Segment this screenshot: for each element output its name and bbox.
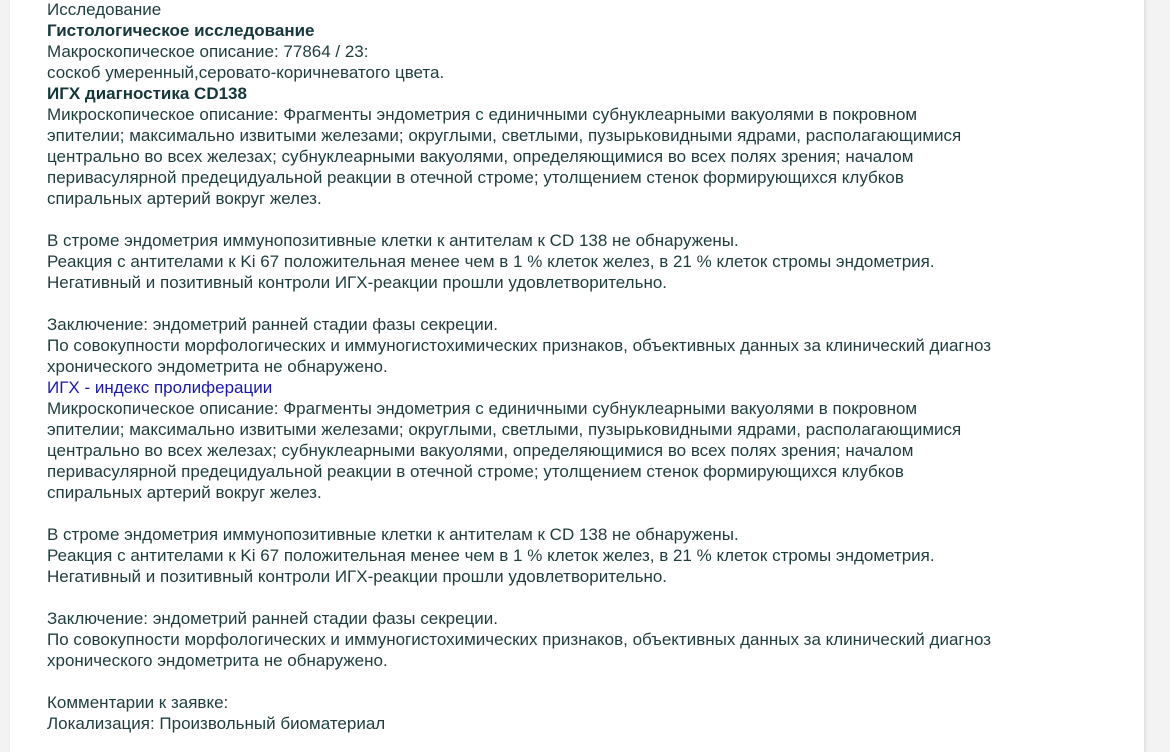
report-sheet: [10, 0, 1145, 752]
ihc-prolif-conclusion: [47, 608, 1134, 671]
macro-description-detail: соскоб умеренный,серовато-коричневатого цвета.: [47, 63, 445, 82]
conclusion-line: По совокупности морфологических и иммуногистохимических признаков, объективных данных за клинический диагноз: [47, 336, 992, 355]
histology-title: Гистологическое исследование: [47, 21, 315, 40]
localization-line: Локализация: Произвольный биоматериал: [47, 714, 386, 733]
micro-line: Микроскопическое описание: Фрагменты эндометрия с единичными субнуклеарными вакуолями в покровном: [47, 105, 918, 124]
conclusion-line: По совокупности морфологических и иммуногистохимических признаков, объективных данных за клинический диагноз: [47, 630, 992, 649]
micro-line: перивасулярной предецидуальной реакции в отечной строме; утолщением стенок формирующихся клубков: [47, 168, 904, 187]
ihc-prolif-micro: [47, 398, 1134, 503]
micro-line: эпителии; максимально извитыми железами; округлыми, светлыми, пузырьковидными ядрами, располагающимися: [47, 420, 962, 439]
ihc-prolif-title: ИГХ - индекс пролиферации: [47, 378, 273, 397]
comments-label: Комментарии к заявке:: [47, 693, 229, 712]
macro-description: Макроскопическое описание: 77864 / 23:: [47, 42, 369, 61]
ihc-cd138-results: [47, 230, 1134, 293]
micro-line: эпителии; максимально извитыми железами; округлыми, светлыми, пузырьковидными ядрами, располагающимися: [47, 126, 962, 145]
conclusion-line: хронического эндометрита не обнаружено.: [47, 357, 388, 376]
result-line: В строме эндометрия иммунопозитивные клетки к антителам к CD 138 не обнаружены.: [47, 525, 739, 544]
result-line: Негативный и позитивный контроли ИГХ-реакции прошли удовлетворительно.: [47, 273, 668, 292]
result-line: Реакция с антителами к Ki 67 положительная менее чем в 1 % клеток желез, в 21 % клеток стромы эндометрия.: [47, 252, 935, 271]
micro-line: спиральных артерий вокруг желез.: [47, 483, 322, 502]
result-line: Реакция с антителами к Ki 67 положительная менее чем в 1 % клеток желез, в 21 % клеток стромы эндометрия.: [47, 546, 935, 565]
conclusion-line: Заключение: эндометрий ранней стадии фазы секреции.: [47, 609, 498, 628]
ihc-prolif-results: [47, 524, 1134, 587]
micro-line: центрально во всех железах; субнуклеарными вакуолями, определяющимися во всех полях зрения; началом: [47, 147, 914, 166]
report-content: [47, 0, 1134, 734]
conclusion-line: Заключение: эндометрий ранней стадии фазы секреции.: [47, 315, 498, 334]
ihc-cd138-micro: [47, 104, 1134, 209]
micro-line: перивасулярной предецидуальной реакции в отечной строме; утолщением стенок формирующихся клубков: [47, 462, 904, 481]
ihc-cd138-conclusion: [47, 314, 1134, 377]
micro-line: Микроскопическое описание: Фрагменты эндометрия с единичными субнуклеарными вакуолями в покровном: [47, 399, 918, 418]
result-line: Негативный и позитивный контроли ИГХ-реакции прошли удовлетворительно.: [47, 567, 668, 586]
ihc-cd138-title: ИГХ диагностика CD138: [47, 84, 247, 103]
micro-line: спиральных артерий вокруг желез.: [47, 189, 322, 208]
request-comments: [47, 692, 1134, 734]
section-label: Исследование: [47, 0, 162, 19]
result-line: В строме эндометрия иммунопозитивные клетки к антителам к CD 138 не обнаружены.: [47, 231, 739, 250]
micro-line: центрально во всех железах; субнуклеарными вакуолями, определяющимися во всех полях зрения; началом: [47, 441, 914, 460]
conclusion-line: хронического эндометрита не обнаружено.: [47, 651, 388, 670]
